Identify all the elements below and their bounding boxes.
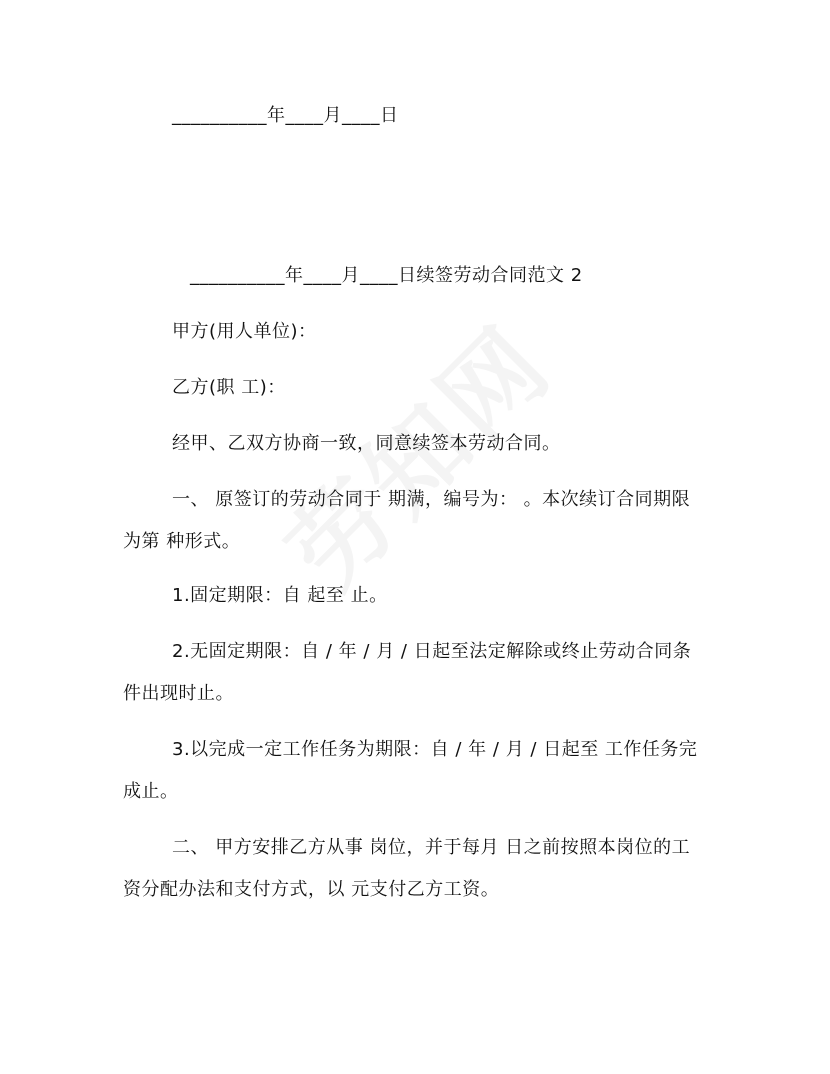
term-item-2-line-2: 件出现时止。 xyxy=(123,683,234,704)
term-item-2-line-1: 2.无固定期限：自 / 年 / 月 / 日起至法定解除或终止劳动合同条 xyxy=(172,641,692,662)
clause-2-line-2: 资分配办法和支付方式，以 元支付乙方工资。 xyxy=(123,879,500,900)
date-line: __________年____月____日 xyxy=(172,105,399,126)
term-item-3-line-2: 成止。 xyxy=(123,781,179,802)
clause-1-line-2: 为第 种形式。 xyxy=(123,531,241,552)
party-b-label: 乙方(职 工)： xyxy=(172,377,286,398)
term-item-1: 1.固定期限：自 起至 止。 xyxy=(172,585,388,606)
term-item-3-line-1: 3.以完成一定工作任务为期限：自 / 年 / 月 / 日起至 工作任务完 xyxy=(172,739,698,760)
agreement-statement: 经甲、乙双方协商一致，同意续签本劳动合同。 xyxy=(172,433,561,454)
clause-1-line-1: 一、 原签订的劳动合同于 期满，编号为： 。本次续订合同期限 xyxy=(172,489,691,510)
clause-2-line-1: 二、 甲方安排乙方从事 岗位，并于每月 日之前按照本岗位的工 xyxy=(172,837,691,858)
document-title: __________年____月____日续签劳动合同范文 2 xyxy=(190,265,583,286)
party-a-label: 甲方(用人单位)： xyxy=(172,321,317,342)
